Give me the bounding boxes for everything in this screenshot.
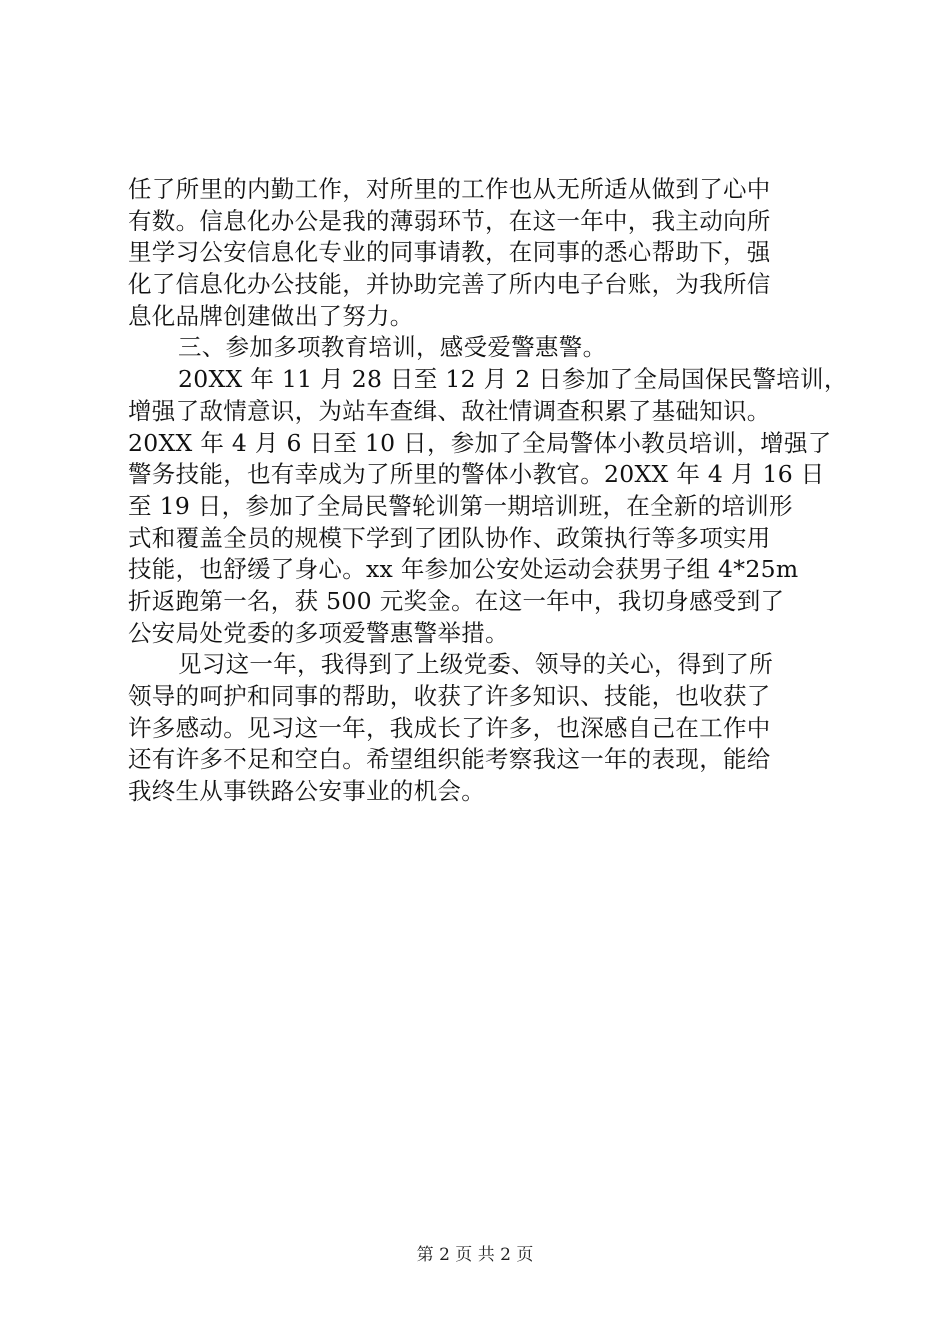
text-line: 公安局处党委的多项爱警惠警举措。 [128,618,509,647]
document-body [128,174,848,808]
text-line: 我终生从事铁路公安事业的机会。 [128,777,485,806]
text-line: 化了信息化办公技能，并协助完善了所内电子台账，为我所信 [128,270,771,299]
text-line: 至 19 日，参加了全局民警轮训第一期培训班，在全新的培训形 [128,491,793,520]
text-line: 许多感动。见习这一年，我成长了许多，也深感自己在工作中 [128,713,771,742]
text-line: 式和覆盖全员的规模下学到了团队协作、政策执行等多项实用 [128,523,771,552]
text-line: 20XX 年 4 月 6 日至 10 日，参加了全局警体小教员培训，增强了 [128,428,832,457]
text-line: 还有许多不足和空白。希望组织能考察我这一年的表现，能给 [128,745,771,774]
text-line: 任了所里的内勤工作，对所里的工作也从无所适从做到了心中 [128,175,771,203]
text-line: 领导的呵护和同事的帮助，收获了许多知识、技能，也收获了 [128,682,771,710]
text-line: 里学习公安信息化专业的同事请教，在同事的悉心帮助下，强 [128,238,771,267]
text-line: 折返跑第一名，获 500 元奖金。在这一年中，我切身感受到了 [128,586,785,615]
text-line: 20XX 年 11 月 28 日至 12 月 2 日参加了全局国保民警培训， [178,365,848,394]
page-number-footer: 第 2 页 共 2 页 [416,1245,534,1265]
text-line: 见习这一年，我得到了上级党委、领导的关心，得到了所 [178,650,773,679]
text-line: 技能，也舒缓了身心。xx 年参加公安处运动会获男子组 4*25m [128,555,799,584]
text-line: 息化品牌创建做出了努力。 [128,301,414,330]
text-line: 有数。信息化办公是我的薄弱环节，在这一年中，我主动向所 [128,206,771,235]
section-heading: 三、参加多项教育培训，感受爱警惠警。 [178,333,607,362]
text-line: 增强了敌情意识，为站车查缉、敌社情调查积累了基础知识。 [128,396,771,425]
text-line: 警务技能，也有幸成为了所里的警体小教官。20XX 年 4 月 16 日 [128,460,825,489]
